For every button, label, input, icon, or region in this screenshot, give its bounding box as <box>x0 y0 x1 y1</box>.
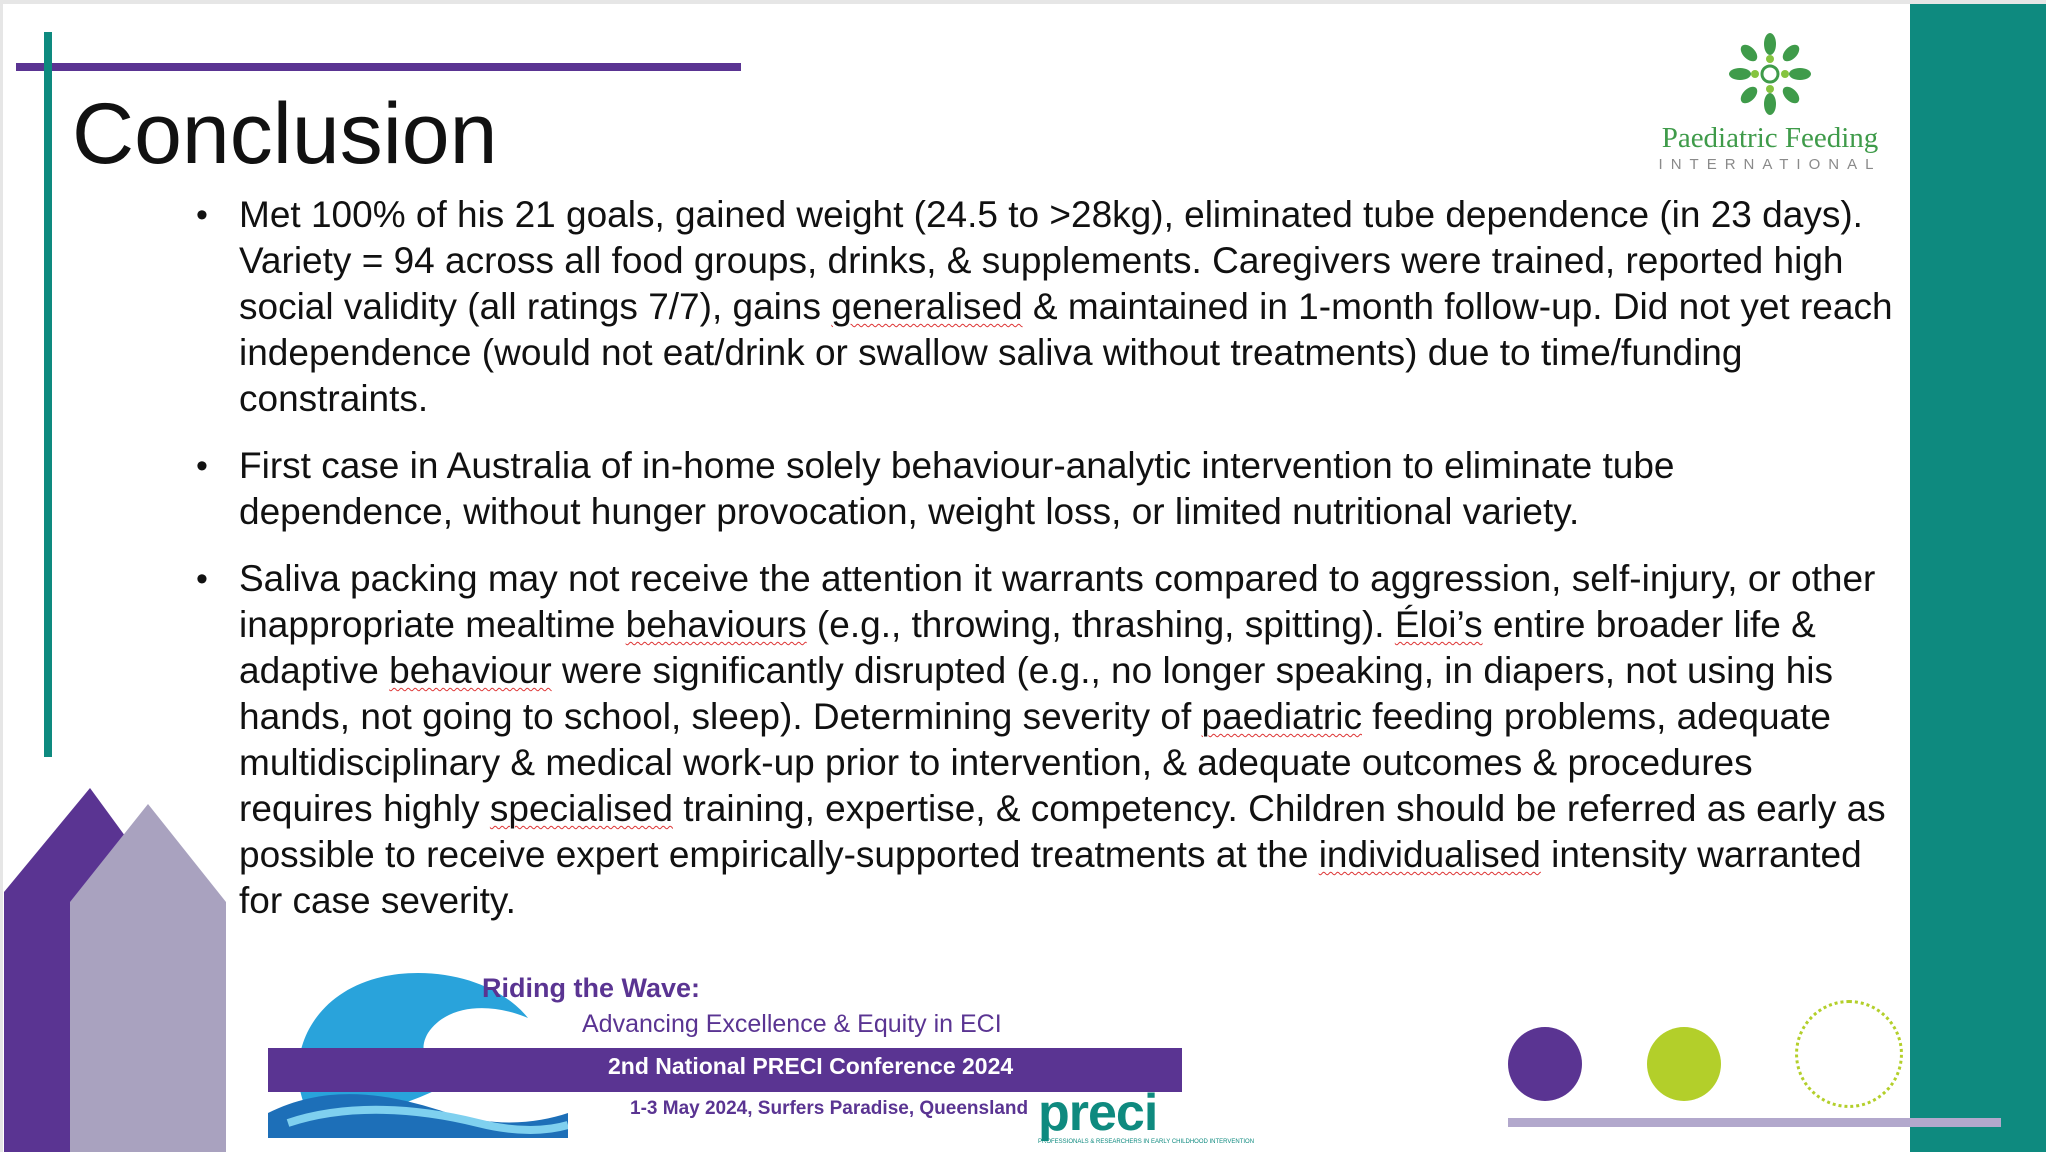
logo-tagline: INTERNATIONAL <box>1658 156 1882 173</box>
bullet-text: & maintained in 1-month follow-up. Did not yet reach independence (would not eat/drink or swallow saliva without treatments) due to time/funding constraints. <box>239 286 1893 419</box>
spelling-flagged-word: individualised <box>1318 834 1541 875</box>
bullet-dot: • <box>196 196 208 234</box>
bullet-list <box>196 192 1896 945</box>
bullet-text: Met 100% of his 21 goals, gained weight (24.5 to >28kg), eliminated tube dependence (in 23 days). Variety = 94 across all food groups, drinks, & supplements. Caregivers were trained, reported high social validity (all ratings 7/7), gains <box>239 194 1863 327</box>
right-teal-band <box>1910 4 2046 1152</box>
green-dot-decoration <box>1647 1027 1721 1101</box>
bullet-text: entire broader life & adaptive <box>239 604 1816 691</box>
bottom-accent-line <box>1508 1118 2001 1127</box>
decorative-houses <box>0 780 240 1152</box>
spelling-flagged-word: generalised <box>831 286 1023 327</box>
bullet-item <box>196 192 1896 422</box>
bullet-item <box>196 443 1896 535</box>
left-accent-line <box>44 32 52 757</box>
logo-name: Paediatric Feeding <box>1661 122 1879 154</box>
bullet-text: Saliva packing may not receive the attention it warrants compared to aggression, self-injury, or other inappropriate mealtime <box>239 558 1876 645</box>
bullet-text: feeding problems, adequate multidisciplinary & medical work-up prior to intervention, & adequate outcomes & procedures requires highly <box>239 696 1831 829</box>
bullet-text: intensity warranted for case severity. <box>239 834 1862 921</box>
banner-title: Riding the Wave: <box>482 973 701 1003</box>
spelling-flagged-word: behaviours <box>625 604 807 645</box>
preci-logo: preci <box>1038 1084 1158 1142</box>
bullet-dot: • <box>196 447 208 485</box>
bullet-text: training, expertise, & competency. Children should be referred as early as possible to receive expert empirically-supported treatments at the <box>239 788 1886 875</box>
dotted-circle-decoration <box>1795 1000 1903 1108</box>
spelling-flagged-word: paediatric <box>1201 696 1362 737</box>
spelling-flagged-word: behaviour <box>389 650 552 691</box>
banner-date-location: 1-3 May 2024, Surfers Paradise, Queensland <box>630 1098 1029 1119</box>
purple-dot-decoration <box>1508 1027 1582 1101</box>
banner-conference-name: 2nd National PRECI Conference 2024 <box>608 1053 1014 1079</box>
spelling-flagged-word: specialised <box>489 788 673 829</box>
slide-title: Conclusion <box>72 86 498 182</box>
bullet-dot: • <box>196 560 208 598</box>
bullet-text: (e.g., throwing, thrashing, spitting). <box>806 604 1395 645</box>
flower-logo-icon <box>1724 28 1816 120</box>
slide-frame-top <box>0 0 2046 4</box>
spelling-flagged-word: Éloi’s <box>1394 604 1483 645</box>
bullet-text: First case in Australia of in-home solely behaviour-analytic intervention to eliminate tube dependence, without hunger provocation, weight loss, or limited nutritional variety. <box>239 445 1675 532</box>
conference-banner <box>268 955 1255 1155</box>
paediatric-feeding-logo <box>1640 28 1900 178</box>
bullet-item <box>196 556 1896 924</box>
preci-logo-tagline: PROFESSIONALS & RESEARCHERS IN EARLY CHILDHOOD INTERVENTION <box>1038 1139 1255 1145</box>
title-accent-line <box>16 63 741 71</box>
banner-subtitle: Advancing Excellence & Equity in ECI <box>582 1010 1002 1038</box>
bullet-text: were significantly disrupted (e.g., no longer speaking, in diapers, not using his hands, not going to school, sleep). Determining severity of <box>239 650 1834 737</box>
